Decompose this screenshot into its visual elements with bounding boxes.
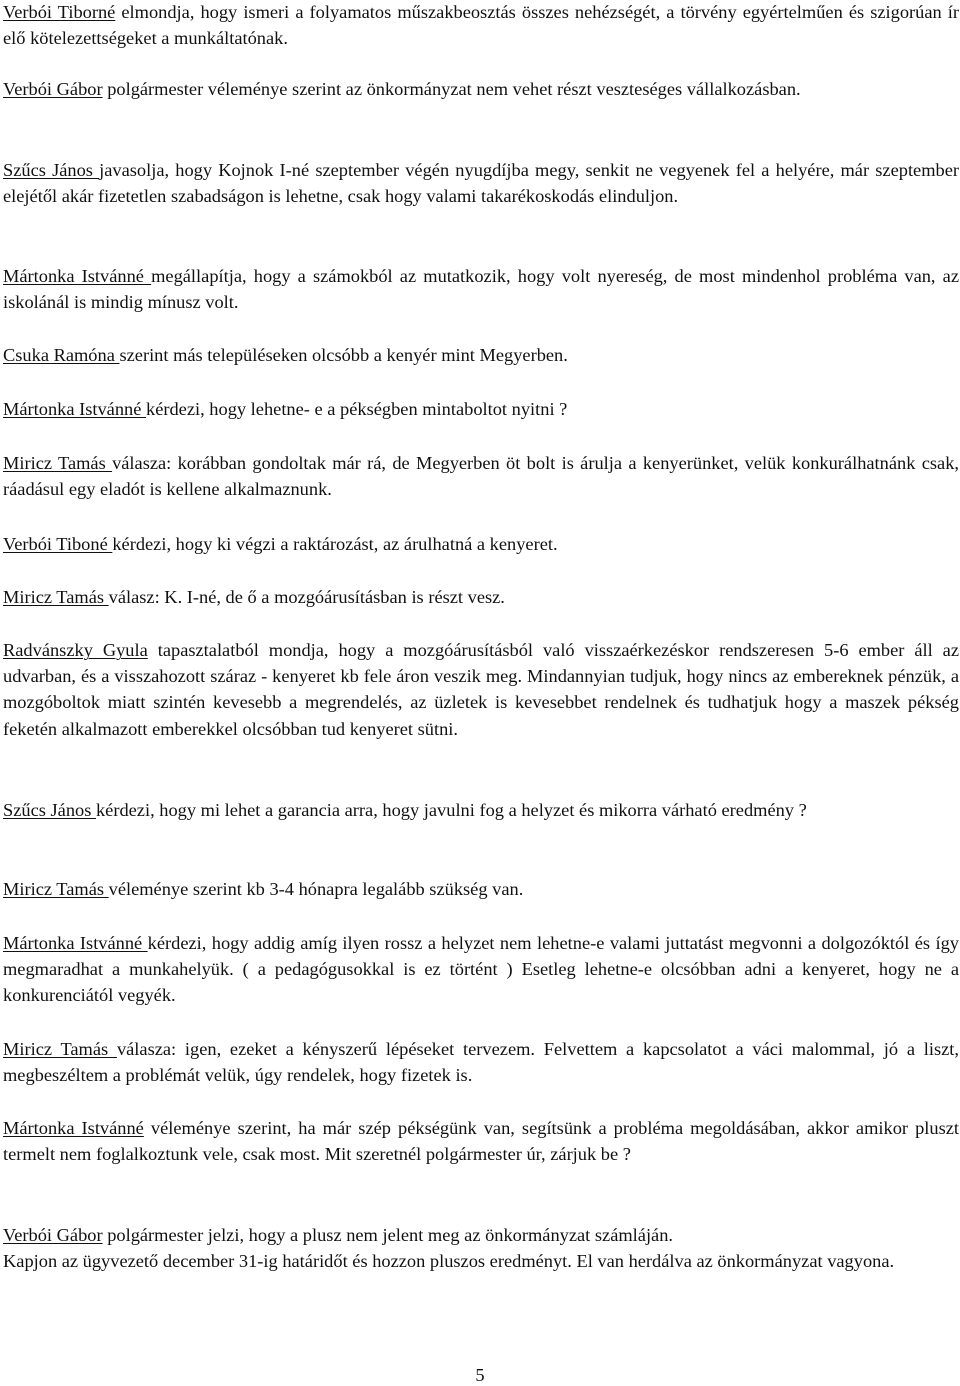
paragraph-8 bbox=[3, 531, 959, 557]
speaker-name: Miricz Tamás bbox=[3, 587, 109, 607]
paragraph-12 bbox=[3, 876, 959, 902]
paragraph-text: kérdezi, hogy lehetne- e a pékségben mintaboltot nyitni ? bbox=[146, 399, 568, 419]
paragraph-text: kérdezi, hogy addig amíg ilyen rossz a helyzet nem lehetne-e valami juttatást megvonni a dolgozóktól és így megmaradhat a munkahelyük. ( a pedagógusokkal is ez történt ) Esetleg lehetne-e olcsóbban adni a kenyeret, hogy ne a konkurenciától vegyék. bbox=[3, 933, 959, 1006]
paragraph-text: elmondja, hogy ismeri a folyamatos műszakbeosztás összes nehézségét, a törvény egyértelműen és szigorúan ír elő kötelezettségeket a munkáltatónak. bbox=[3, 2, 959, 49]
paragraph-13 bbox=[3, 930, 959, 1009]
paragraph-text: tapasztalatból mondja, hogy a mozgóárusításból való visszaérkezéskor rendszeresen 5-6 ember áll az udvarban, és a visszahozott száraz - kenyeret kb fele áron veszik meg. Mindannyian tudjuk, hogy nincs az embereknek pénzük, a mozgóboltok miatt szintén kevesebb a megrendelés, az üzletek is kevesebbet rendelnek és tudhatjuk hogy a maszek pékség feketén alkalmazott emberekkel olcsóbban tud kenyeret sütni. bbox=[3, 640, 959, 739]
paragraph-text: Kapjon az ügyvezető december 31-ig határidőt és hozzon pluszos eredményt. El van herdálva az önkormányzat vagyona. bbox=[3, 1251, 895, 1271]
paragraph-7 bbox=[3, 450, 959, 502]
speaker-name: Verbói Gábor bbox=[3, 1225, 103, 1245]
paragraph-text: megállapítja, hogy a számokból az mutatkozik, hogy volt nyereség, de most mindenhol probléma van, az iskolánál is mindig mínusz volt. bbox=[3, 266, 960, 313]
speaker-name: Szűcs János bbox=[3, 800, 96, 820]
paragraph-17 bbox=[3, 1248, 959, 1274]
speaker-name: Miricz Tamás bbox=[3, 879, 109, 899]
paragraph-5 bbox=[3, 342, 959, 368]
paragraph-15 bbox=[3, 1115, 959, 1167]
speaker-name: Verbói Gábor bbox=[3, 79, 103, 99]
speaker-name: Mártonka Istvánné bbox=[3, 933, 148, 953]
speaker-name: Mártonka Istvánné bbox=[3, 1118, 144, 1138]
paragraph-14 bbox=[3, 1036, 959, 1088]
speaker-name: Miricz Tamás bbox=[3, 1039, 117, 1059]
speaker-name: Verbói Tiboné bbox=[3, 534, 113, 554]
speaker-name: Radvánszky Gyula bbox=[3, 640, 148, 660]
paragraph-text: javasolja, hogy Kojnok I-né szeptember végén nyugdíjba megy, senkit ne vegyenek fel a helyére, már szeptember elejétől akár fizetetlen szabadságon is lehetne, csak hogy valami takarékoskodás elinduljon. bbox=[3, 160, 959, 207]
paragraph-11 bbox=[3, 797, 959, 823]
paragraph-4 bbox=[3, 263, 959, 315]
paragraph-text: polgármester véleménye szerint az önkormányzat nem vehet részt veszteséges vállalkozásban. bbox=[102, 79, 801, 99]
speaker-name: Miricz Tamás bbox=[3, 453, 113, 473]
paragraph-6 bbox=[3, 396, 959, 422]
speaker-name: Csuka Ramóna bbox=[3, 345, 120, 365]
paragraph-text: véleménye szerint, ha már szép pékségünk van, segítsünk a probléma megoldásában, akkor amikor pluszt termelt nem foglalkoztunk vele, csak most. Mit szeretnél polgármester úr, zárjuk be ? bbox=[3, 1118, 959, 1165]
paragraph-1 bbox=[3, 0, 959, 51]
paragraph-text: válasz: K. I-né, de ő a mozgóárusításban is részt vesz. bbox=[108, 587, 505, 607]
paragraph-text: válasza: korábban gondoltak már rá, de Megyerben öt bolt is árulja a kenyerünket, velük konkurálhatnánk csak, ráadásul egy eladót is kellene alkalmaznunk. bbox=[3, 453, 959, 500]
speaker-name: Mártonka Istvánné bbox=[3, 399, 146, 419]
paragraph-text: kérdezi, hogy ki végzi a raktározást, az árulhatná a kenyeret. bbox=[112, 534, 558, 554]
paragraph-3 bbox=[3, 157, 959, 209]
paragraph-text: válasza: igen, ezeket a kényszerű lépéseket tervezem. Felvettem a kapcsolatot a váci malommal, jó a liszt, megbeszéltem a problémát velük, úgy rendelek, hogy fizetek is. bbox=[3, 1039, 960, 1086]
paragraph-10 bbox=[3, 637, 959, 742]
paragraph-text: véleménye szerint kb 3-4 hónapra legalább szükség van. bbox=[108, 879, 524, 899]
paragraph-text: kérdezi, hogy mi lehet a garancia arra, hogy javulni fog a helyzet és mikorra várható eredmény ? bbox=[95, 800, 807, 820]
speaker-name: Mártonka Istvánné bbox=[3, 266, 152, 286]
speaker-name: Verbói Tiborné bbox=[3, 2, 116, 22]
paragraph-9 bbox=[3, 584, 959, 610]
page-number: 5 bbox=[475, 1365, 485, 1385]
paragraph-text: szerint más településeken olcsóbb a kenyér mint Megyerben. bbox=[119, 345, 568, 365]
paragraph-16 bbox=[3, 1222, 959, 1248]
paragraph-text: polgármester jelzi, hogy a plusz nem jelent meg az önkormányzat számláján. bbox=[102, 1225, 674, 1245]
speaker-name: Szűcs János bbox=[3, 160, 100, 180]
paragraph-2 bbox=[3, 76, 959, 102]
